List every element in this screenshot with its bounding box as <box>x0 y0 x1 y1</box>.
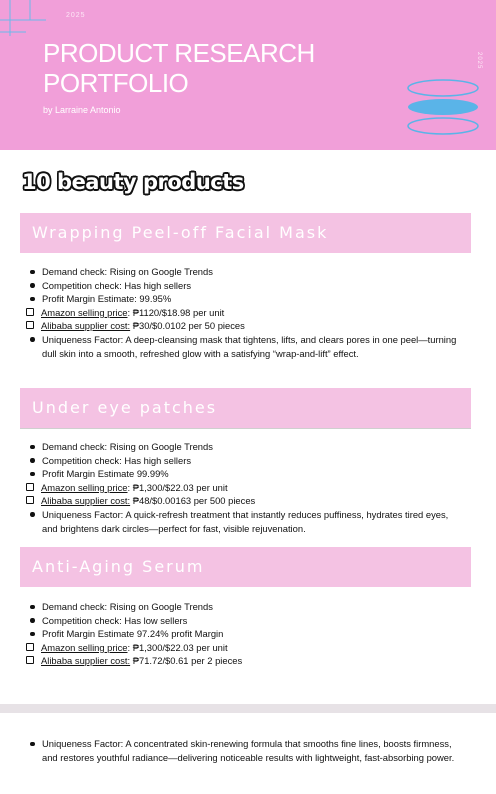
product-band-3 <box>20 547 471 587</box>
amazon-price-label[interactable]: Amazon selling price <box>41 481 128 493</box>
profit-margin: Profit Margin Estimate 97.24% profit Margin <box>26 627 466 641</box>
product-details-1 <box>26 265 466 360</box>
section-heading: 10 beauty products <box>22 170 244 194</box>
checkbox[interactable] <box>26 321 34 329</box>
alibaba-cost-item <box>26 319 466 333</box>
product-name: Anti-Aging Serum <box>32 557 205 576</box>
alibaba-cost-value: ₱48/$0.00163 per 500 pieces <box>130 495 256 507</box>
alibaba-cost-item <box>26 494 466 508</box>
alibaba-cost-item <box>26 654 466 668</box>
header-banner <box>0 0 496 150</box>
corner-lines-decoration <box>0 0 60 40</box>
profit-margin: Profit Margin Estimate: 99.95% <box>26 292 466 306</box>
alibaba-cost-label[interactable]: Alibaba supplier cost: <box>41 495 131 507</box>
amazon-price-value: : ₱1,300/$22.03 per unit <box>127 481 228 493</box>
oval-stack-decoration <box>404 78 484 138</box>
demand-check: Demand check: Rising on Google Trends <box>26 440 466 454</box>
amazon-price-value: : ₱1,300/$22.03 per unit <box>127 641 228 653</box>
product-details-3-continued <box>26 737 466 764</box>
amazon-price-value: : ₱1120/$18.98 per unit <box>127 306 225 318</box>
amazon-price-item <box>26 306 466 320</box>
page-break <box>0 704 496 713</box>
product-name: Under eye patches <box>32 398 218 417</box>
alibaba-cost-value: ₱30/$0.0102 per 50 pieces <box>130 320 245 332</box>
uniqueness-factor: Uniqueness Factor: A quick-refresh treatment that instantly reduces puffiness, hydrates tired eyes, and brightens dark circles—perfect for fast, visible rejuvenation. <box>26 508 466 535</box>
checkbox[interactable] <box>26 308 34 316</box>
alibaba-cost-label[interactable]: Alibaba supplier cost: <box>41 655 131 667</box>
uniqueness-factor: Uniqueness Factor: A concentrated skin-renewing formula that smooths fine lines, boosts firmness, and restores youthful radiance—delivering noticeable results with lightweight, fast-absorbing power. <box>26 737 466 764</box>
alibaba-cost-value: ₱71.72/$0.61 per 2 pieces <box>130 655 243 667</box>
competition-check: Competition check: Has high sellers <box>26 279 466 293</box>
competition-check: Competition check: Has low sellers <box>26 614 466 628</box>
demand-check: Demand check: Rising on Google Trends <box>26 265 466 279</box>
amazon-price-item <box>26 641 466 655</box>
author-byline: by Larraine Antonio <box>43 105 121 115</box>
product-band-1 <box>20 213 471 253</box>
product-name: Wrapping Peel-off Facial Mask <box>32 223 329 242</box>
page-title: PRODUCT RESEARCH PORTFOLIO <box>43 38 315 98</box>
corner-tag: 2025 <box>66 12 86 19</box>
amazon-price-label[interactable]: Amazon selling price <box>41 641 128 653</box>
amazon-price-label[interactable]: Amazon selling price <box>41 306 128 318</box>
product-details-2 <box>26 440 466 535</box>
checkbox[interactable] <box>26 656 34 664</box>
checkbox[interactable] <box>26 643 34 651</box>
uniqueness-factor: Uniqueness Factor: A deep-cleansing mask that tightens, lifts, and clears pores in one peel—turning dull skin into a smooth, refreshed glow with a satisfying “wrap-and-lift” effect. <box>26 333 466 360</box>
demand-check: Demand check: Rising on Google Trends <box>26 600 466 614</box>
product-details-3 <box>26 600 466 668</box>
profit-margin: Profit Margin Estimate 99.99% <box>26 467 466 481</box>
competition-check: Competition check: Has high sellers <box>26 454 466 468</box>
checkbox[interactable] <box>26 483 34 491</box>
product-band-2 <box>20 388 471 429</box>
side-tag: 2025 <box>476 52 482 70</box>
checkbox[interactable] <box>26 496 34 504</box>
amazon-price-item <box>26 481 466 495</box>
alibaba-cost-label[interactable]: Alibaba supplier cost: <box>41 320 131 332</box>
